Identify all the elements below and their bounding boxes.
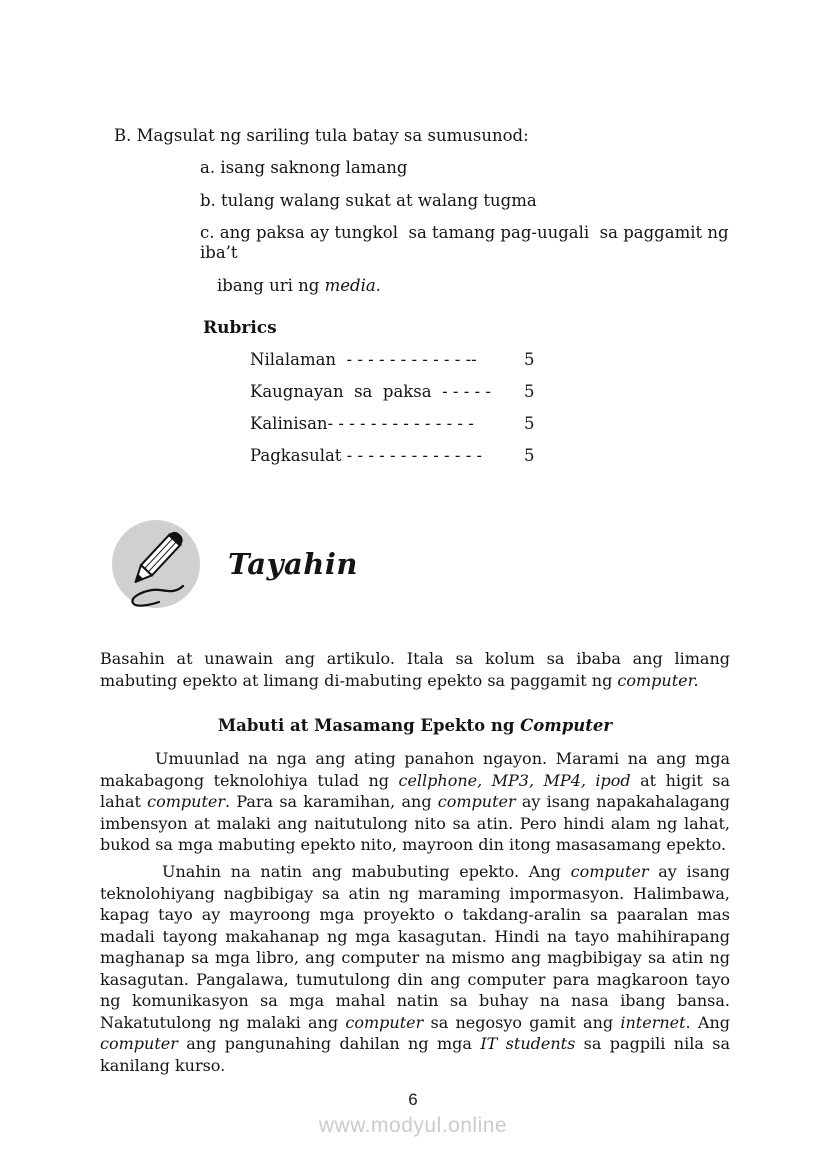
list-item-c: c. ang paksa ay tungkol sa tamang pag-uugali sa paggamit ng iba’t: [200, 223, 734, 262]
list-item-b: b. tulang walang sukat at walang tugma: [200, 190, 537, 210]
rubric-label: Pagkasulat - - - - - - - - - - - - -: [250, 446, 483, 465]
section-b-heading: B. Magsulat ng sariling tula batay sa sumusunod:: [114, 126, 529, 145]
pencil-icon: [110, 518, 202, 610]
section-b: [114, 126, 734, 308]
article-paragraph-2: Unahin na natin ang mabubuting epekto. Ang computer ay isang teknolohiyang nagbibigay sa atin ng maraming impormasyon. Halimbawa, kapag tayo ay mayroong mga proyekto o takdang-aralin sa paaralan mas madali tayong makahanap ng mga kasagutan. Hindi na tayo mahihirapang maghanap sa mga libro, ang computer na mismo ang magbibigay sa atin ng kasagutan. Pangalawa, tumutulong din ang computer para magkaroon tayo ng komunikasyon sa mga mahal natin sa buhay na nasa ibang bansa. Nakatutulong ng malaki ang computer sa negosyo gamit ang internet. Ang computer ang pangunahing dahilan ng mga IT students sa pagpili nila sa kanilang kurso.: [100, 862, 730, 1075]
section-b-list: [200, 158, 734, 296]
rubric-label: Kalinisan- - - - - - - - - - - - - -: [250, 414, 474, 433]
rubrics-title: Rubrics: [203, 318, 277, 338]
rubric-label: Kaugnayan sa paksa - - - - -: [250, 382, 491, 401]
rubric-row: [250, 446, 535, 466]
tayahin-title: Tayahin: [228, 547, 358, 581]
rubric-score: 5: [524, 382, 535, 401]
rubric-row: [250, 414, 535, 434]
site-url-watermark: www.modyul.online: [318, 1114, 508, 1137]
rubric-score: 5: [524, 446, 535, 465]
rubrics-section: [203, 318, 535, 466]
rubric-row: [250, 350, 535, 370]
article-title: Mabuti at Masamang Epekto ng Computer: [217, 716, 613, 735]
tayahin-badge: [110, 518, 358, 610]
rubric-row: [250, 382, 535, 402]
rubric-label: Nilalaman - - - - - - - - - - - --: [250, 350, 477, 369]
instruction-paragraph: Basahin at unawain ang artikulo. Itala sa kolum sa ibaba ang limang mabuting epekto at limang di-mabuting epekto sa paggamit ng computer.: [100, 649, 730, 690]
rubric-score: 5: [524, 414, 535, 433]
page-number: 6: [408, 1090, 418, 1109]
article-paragraph-1: Umuunlad na nga ang ating panahon ngayon. Marami na ang mga makabagong teknolohiya tulad ng cellphone, MP3, MP4, ipod at higit sa lahat computer. Para sa karamihan, ang computer ay isang napakahalagang imbensyon at malaki ang naitutulong nito sa atin. Pero hindi alam ng lahat, bukod sa mga mabuting epekto nito, mayroon din itong masasamang epekto.: [100, 749, 730, 854]
rubric-score: 5: [524, 350, 535, 369]
list-item-a: a. isang saknong lamang: [200, 158, 408, 177]
list-item-c-continued: ibang uri ng media.: [217, 275, 381, 295]
